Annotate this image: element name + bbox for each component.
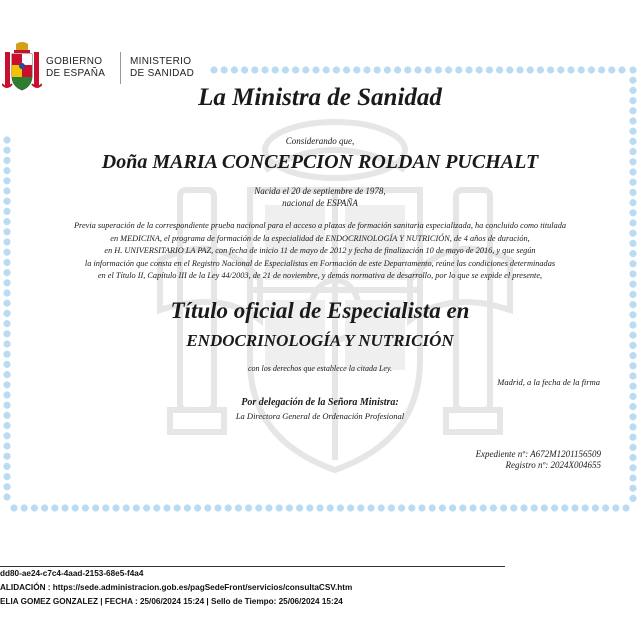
border-dot <box>353 66 360 73</box>
border-dot <box>3 473 10 480</box>
expediente-number: Expediente nº: A672M1201156509 <box>475 449 601 459</box>
border-dot <box>41 504 48 511</box>
border-dot <box>557 66 564 73</box>
border-dot <box>153 504 160 511</box>
border-dot <box>629 495 636 502</box>
border-dot <box>439 504 446 511</box>
border-dot <box>629 474 636 481</box>
border-dot <box>561 504 568 511</box>
place-date: Madrid, a la fecha de la firma <box>497 377 600 387</box>
border-dot <box>629 383 636 390</box>
border-dot <box>292 66 299 73</box>
border-dot <box>516 66 523 73</box>
border-dot <box>629 362 636 369</box>
border-dot <box>3 483 10 490</box>
border-dot <box>455 66 462 73</box>
border-dot <box>72 504 79 511</box>
border-dot <box>312 66 319 73</box>
border-dot <box>629 179 636 186</box>
border-dot <box>363 66 370 73</box>
border-dot <box>629 138 636 145</box>
border-dot <box>629 352 636 359</box>
border-dot <box>3 432 10 439</box>
border-dot <box>337 504 344 511</box>
border-dot <box>592 504 599 511</box>
border-dot <box>506 66 513 73</box>
border-dot <box>286 504 293 511</box>
border-dot <box>3 259 10 266</box>
border-dot <box>61 504 68 511</box>
border-dot <box>629 291 636 298</box>
border-dot <box>629 464 636 471</box>
border-dot <box>3 463 10 470</box>
birth-info <box>200 185 440 209</box>
border-dot <box>316 504 323 511</box>
border-dot <box>214 504 221 511</box>
border-dot <box>618 66 625 73</box>
border-dot <box>435 66 442 73</box>
header-divider <box>120 52 121 84</box>
border-dot <box>3 269 10 276</box>
border-dot <box>578 66 585 73</box>
gobierno-label <box>46 56 105 80</box>
issuer-title: La Ministra de Sanidad <box>198 84 442 111</box>
csv-code: dd80-ae24-c7c4-4aad-2153-68e5-f4a4 <box>0 569 144 578</box>
border-dot <box>629 158 636 165</box>
border-dot <box>384 66 391 73</box>
ministerio-label <box>130 56 194 80</box>
border-dot <box>629 250 636 257</box>
border-dot <box>367 504 374 511</box>
border-dot <box>357 504 364 511</box>
border-dot <box>347 504 354 511</box>
border-dot <box>251 66 258 73</box>
border-dot <box>3 147 10 154</box>
border-dot <box>3 136 10 143</box>
border-dot <box>629 485 636 492</box>
border-dot <box>612 504 619 511</box>
border-dot <box>629 403 636 410</box>
border-dot <box>398 504 405 511</box>
border-dot <box>3 361 10 368</box>
border-dot <box>302 66 309 73</box>
border-dot <box>510 504 517 511</box>
border-dot <box>282 66 289 73</box>
border-dot <box>3 310 10 317</box>
border-dot <box>3 208 10 215</box>
border-dot <box>622 504 629 511</box>
border-dot <box>3 381 10 388</box>
border-dot <box>184 504 191 511</box>
border-dot <box>490 504 497 511</box>
border-dot <box>235 504 242 511</box>
border-dot <box>3 371 10 378</box>
border-dot <box>102 504 109 511</box>
border-dot <box>541 504 548 511</box>
border-dot <box>343 66 350 73</box>
border-dot <box>241 66 248 73</box>
border-dot <box>265 504 272 511</box>
gobierno-line-2: DE ESPAÑA <box>46 68 106 79</box>
border-dot <box>3 218 10 225</box>
border-dot <box>3 493 10 500</box>
considerando-text: Considerando que, <box>285 136 355 146</box>
border-dot <box>296 504 303 511</box>
border-dot <box>276 504 283 511</box>
border-dot <box>629 301 636 308</box>
border-dot <box>629 97 636 104</box>
border-dot <box>500 504 507 511</box>
border-dot <box>520 504 527 511</box>
border-dot <box>3 198 10 205</box>
border-dot <box>3 442 10 449</box>
border-dot <box>527 66 534 73</box>
signature-info: ELIA GOMEZ GONZALEZ | FECHA : 25/06/2024 15:24 | Sello de Tiempo: 25/06/2024 15:24 <box>0 597 343 606</box>
body-line-2: en MEDICINA, el programa de formación de la especialidad de ENDOCRINOLOGÍA Y NUTRICIÓN, de 4 años de duración, <box>110 233 530 243</box>
body-line-1: Previa superación de la correspondiente prueba nacional para el acceso a plazas de formación sanitaria especializada, ha concluido como titulada <box>73 221 567 230</box>
border-dot <box>588 66 595 73</box>
specialty-name: ENDOCRINOLOGÍA Y NUTRICIÓN <box>186 331 454 350</box>
border-dot <box>3 412 10 419</box>
border-dot <box>629 270 636 277</box>
border-dot <box>602 504 609 511</box>
border-dot <box>629 311 636 318</box>
body-line-5: en el Título II, Capítulo III de la Ley 44/2003, de 21 de noviembre, y demás normativa de desarrollo, por lo que se expide el presente, <box>97 271 543 281</box>
border-dot <box>598 66 605 73</box>
border-dot <box>469 504 476 511</box>
border-dot <box>629 260 636 267</box>
border-dot <box>531 504 538 511</box>
border-dot <box>408 504 415 511</box>
border-dot <box>3 167 10 174</box>
border-dot <box>629 423 636 430</box>
border-dot <box>225 504 232 511</box>
border-dot <box>465 66 472 73</box>
border-dot <box>449 504 456 511</box>
border-dot <box>3 453 10 460</box>
border-dot <box>414 66 421 73</box>
border-dot <box>629 168 636 175</box>
border-dot <box>629 372 636 379</box>
border-dot <box>629 128 636 135</box>
border-dot <box>3 238 10 245</box>
border-dot <box>255 504 262 511</box>
delegation-text: Por delegación de la Señora Ministra: <box>241 397 399 408</box>
border-dot <box>629 107 636 114</box>
border-dot <box>261 66 268 73</box>
border-dot <box>231 66 238 73</box>
footer-divider <box>0 566 505 567</box>
border-dot <box>3 300 10 307</box>
border-dot <box>445 66 452 73</box>
border-dot <box>3 391 10 398</box>
border-dot <box>3 177 10 184</box>
border-dot <box>537 66 544 73</box>
registro-number: Registro nº: 2024X004655 <box>505 460 601 470</box>
border-dot <box>629 281 636 288</box>
border-dot <box>629 199 636 206</box>
border-dot <box>3 422 10 429</box>
border-dot <box>21 504 28 511</box>
border-dot <box>194 504 201 511</box>
border-dot <box>629 342 636 349</box>
ministerio-line-1: MINISTERIO <box>130 56 192 67</box>
border-dot <box>143 504 150 511</box>
border-dot <box>629 240 636 247</box>
border-dot <box>496 66 503 73</box>
border-dot <box>480 504 487 511</box>
border-dot <box>3 289 10 296</box>
border-dot <box>3 330 10 337</box>
border-dot <box>306 504 313 511</box>
border-dot <box>31 504 38 511</box>
border-dot <box>374 66 381 73</box>
border-dot <box>3 187 10 194</box>
border-dot <box>629 189 636 196</box>
border-dot <box>245 504 252 511</box>
title-heading: Título oficial de Especialista en <box>170 298 470 323</box>
border-dot <box>629 413 636 420</box>
border-dot <box>629 209 636 216</box>
border-dot <box>629 444 636 451</box>
birth-line-1: Nacida el 20 de septiembre de 1978, <box>254 186 386 196</box>
border-dot <box>547 66 554 73</box>
validation-url: ALIDACIÓN : https://sede.administracion.gob.es/pagSedeFront/servicios/consultaCSV.htm <box>0 583 353 592</box>
border-dot <box>3 351 10 358</box>
border-dot <box>10 504 17 511</box>
border-dot <box>629 332 636 339</box>
border-dot <box>3 402 10 409</box>
border-dot <box>3 320 10 327</box>
border-dot <box>327 504 334 511</box>
border-dot <box>425 66 432 73</box>
border-dot <box>51 504 58 511</box>
border-dot <box>486 66 493 73</box>
gobierno-line-1: GOBIERNO <box>46 56 103 67</box>
body-line-3: en H. UNIVERSITARIO LA PAZ, con fecha de inicio 11 de mayo de 2012 y fecha de finalización 10 de mayo de 2016, y que según <box>104 246 536 256</box>
border-dot <box>204 504 211 511</box>
border-dot <box>378 504 385 511</box>
border-dot <box>629 148 636 155</box>
border-dot <box>551 504 558 511</box>
border-dot <box>571 504 578 511</box>
border-dot <box>3 157 10 164</box>
border-dot <box>582 504 589 511</box>
body-line-4: la información que consta en el Registro Nacional de Especialistas en Formación de este Departamento, reúne las condiciones determinadas <box>84 258 556 268</box>
ministerio-line-2: DE SANIDAD <box>130 68 195 79</box>
border-dot <box>82 504 89 511</box>
border-dot <box>174 504 181 511</box>
body-paragraph <box>70 220 570 283</box>
border-dot <box>476 66 483 73</box>
border-dot <box>3 228 10 235</box>
border-dot <box>567 66 574 73</box>
border-dot <box>418 504 425 511</box>
spain-coat-of-arms-icon <box>2 40 42 98</box>
border-dot <box>629 77 636 84</box>
border-dot <box>629 434 636 441</box>
border-dot <box>629 87 636 94</box>
border-dot <box>3 340 10 347</box>
border-dot <box>92 504 99 511</box>
border-dot <box>629 66 636 73</box>
holder-name: Doña MARIA CONCEPCION ROLDAN PUCHALT <box>101 151 539 173</box>
border-dot <box>388 504 395 511</box>
border-dot <box>3 249 10 256</box>
border-dot <box>404 66 411 73</box>
border-dot <box>3 279 10 286</box>
border-dot <box>629 393 636 400</box>
border-dot <box>123 504 130 511</box>
border-dot <box>629 321 636 328</box>
border-dot <box>608 66 615 73</box>
border-dot <box>272 66 279 73</box>
border-dot <box>459 504 466 511</box>
border-dot <box>629 117 636 124</box>
border-dot <box>112 504 119 511</box>
border-dot <box>133 504 140 511</box>
border-dot <box>629 454 636 461</box>
border-dot <box>163 504 170 511</box>
border-dot <box>429 504 436 511</box>
border-dot <box>629 230 636 237</box>
border-dot <box>629 219 636 226</box>
border-dot <box>221 66 228 73</box>
border-dot <box>333 66 340 73</box>
border-dot <box>323 66 330 73</box>
signatory-text: La Directora General de Ordenación Profesional <box>235 411 405 421</box>
birth-line-2: nacional de ESPAÑA <box>282 198 358 208</box>
rights-text: con los derechos que establece la citada Ley. <box>247 364 393 373</box>
border-dot <box>394 66 401 73</box>
